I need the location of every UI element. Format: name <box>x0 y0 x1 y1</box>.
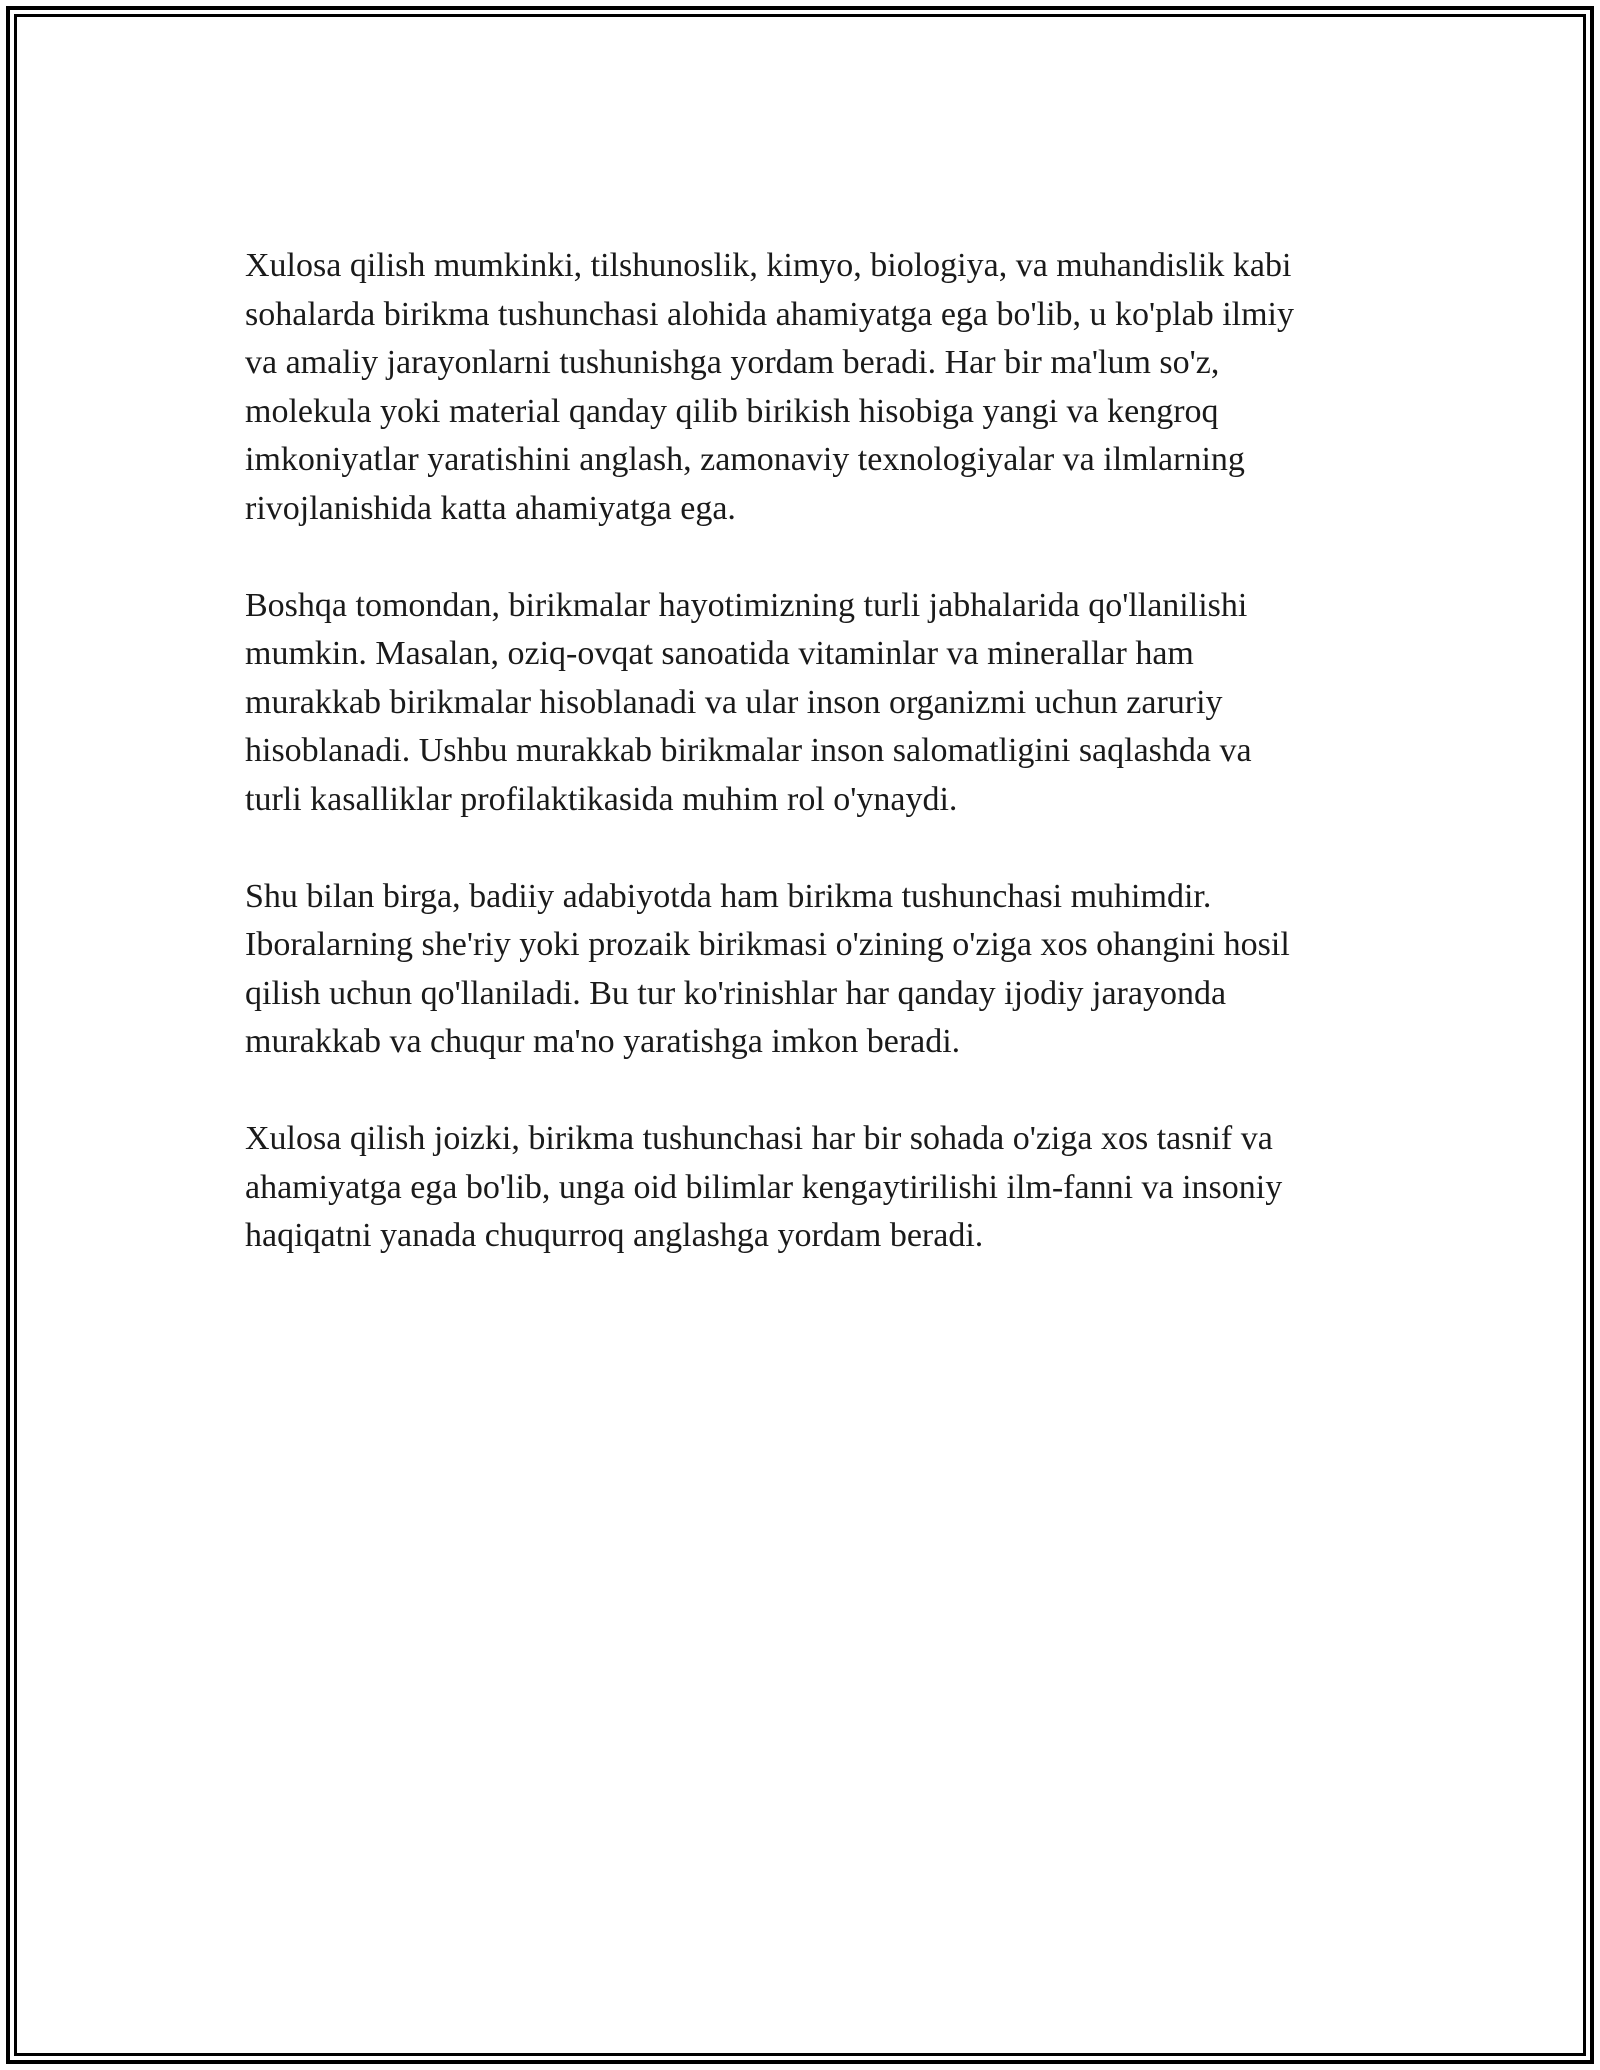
paragraph-line: Iboralarning she'riy yoki prozaik birikmasi o'zining o'ziga xos ohangini hosil <box>245 926 1290 963</box>
paragraph-line: murakkab va chuqur ma'no yaratishga imkon beradi. <box>245 1023 961 1060</box>
paragraph-line: mumkin. Masalan, oziq-ovqat sanoatida vitaminlar va minerallar ham <box>245 635 1194 672</box>
paragraph-2 <box>245 582 1405 825</box>
paragraph-line: va amaliy jarayonlarni tushunishga yordam beradi. Har bir ma'lum so'z, <box>245 344 1220 381</box>
paragraph-line: Xulosa qilish mumkinki, tilshunoslik, kimyo, biologiya, va muhandislik kabi <box>245 247 1292 284</box>
paragraph-line: Xulosa qilish joizki, birikma tushunchasi har bir sohada o'ziga xos tasnif va <box>245 1120 1273 1157</box>
paragraph-line: ahamiyatga ega bo'lib, unga oid bilimlar kengaytirilishi ilm-fanni va insoniy <box>245 1168 1283 1206</box>
paragraph-line: haqiqatni yanada chuqurroq anglashga yordam beradi. <box>245 1217 984 1254</box>
paragraph-line: murakkab birikmalar hisoblanadi va ular inson organizmi uchun zaruriy <box>245 683 1223 721</box>
paragraph-line: imkoniyatlar yaratishini anglash, zamonaviy texnologiyalar va ilmlarning <box>245 441 1245 478</box>
paragraph-line: rivojlanishida katta ahamiyatga ega. <box>245 489 736 527</box>
paragraph-1 <box>245 242 1405 533</box>
paragraph-4 <box>245 1115 1405 1261</box>
paragraph-3 <box>245 873 1405 1067</box>
paragraph-line: hisoblanadi. Ushbu murakkab birikmalar inson salomatligini saqlashda va <box>245 732 1252 769</box>
paragraph-line: Boshqa tomondan, birikmalar hayotimizning turli jabhalarida qo'llanilishi <box>245 586 1248 624</box>
paragraph-line: sohalarda birikma tushunchasi alohida ahamiyatga ega bo'lib, u ko'plab ilmiy <box>245 295 1294 333</box>
paragraph-line: qilish uchun qo'llaniladi. Bu tur ko'rinishlar har qanday ijodiy jarayonda <box>245 974 1227 1012</box>
document-body <box>245 242 1405 1309</box>
paragraph-line: turli kasalliklar profilaktikasida muhim rol o'ynaydi. <box>245 780 958 818</box>
paragraph-line: molekula yoki material qanday qilib birikish hisobiga yangi va kengroq <box>245 392 1219 430</box>
paragraph-line: Shu bilan birga, badiiy adabiyotda ham birikma tushunchasi muhimdir. <box>245 877 1212 915</box>
page-border <box>6 6 1594 2064</box>
